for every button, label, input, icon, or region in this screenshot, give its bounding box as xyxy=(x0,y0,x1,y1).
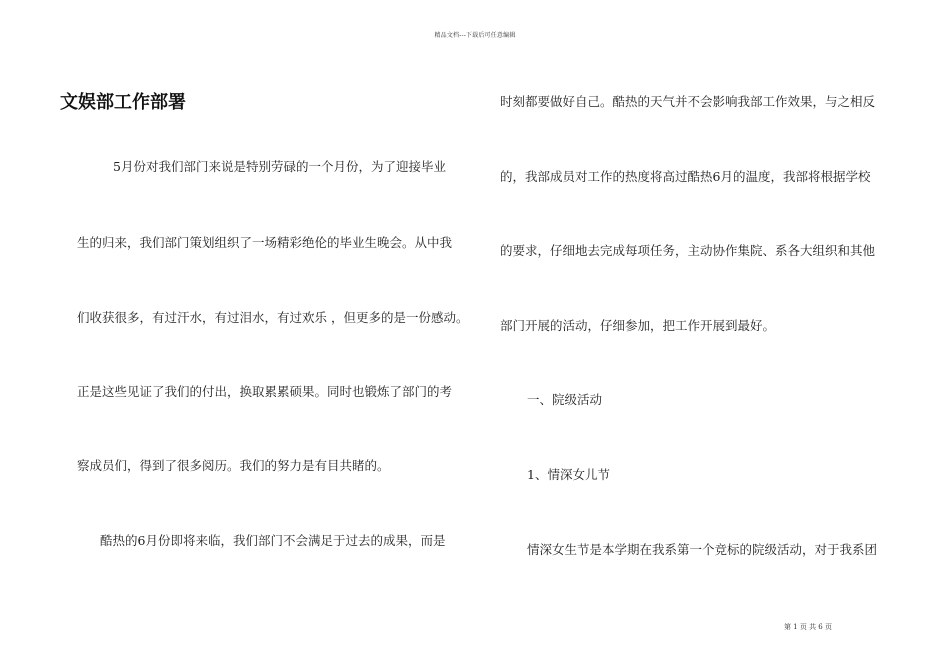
page-indicator: 第 1 页 共 6 页 xyxy=(783,623,832,631)
section-heading: 一、院级活动 xyxy=(527,392,603,407)
header-note: 精品文档---下载后可任意编辑 xyxy=(434,32,516,39)
left-paragraph-line: 酷热的6月份即将来临，我们部门不会满足于过去的成果，而是 xyxy=(100,533,446,548)
right-paragraph-line: 的，我部成员对工作的热度将高过酷热6月的温度，我部将根据学校 xyxy=(500,169,871,184)
subsection-heading: 1、情深女儿节 xyxy=(527,467,610,482)
left-paragraph-line: 们收获很多，有过汗水，有过泪水，有过欢乐 ，但更多的是一份感动。 xyxy=(77,310,469,325)
right-paragraph-line: 的要求，仔细地去完成每项任务，主动协作集院、系各大组织和其他 xyxy=(500,243,876,258)
document-title: 文娱部工作部署 xyxy=(60,92,186,113)
left-paragraph-line: 察成员们，得到了很多阅历。我们的努力是有目共睹的。 xyxy=(77,458,390,473)
left-paragraph-line: 生的归来，我们部门策划组织了一场精彩绝伦的毕业生晚会。从中我 xyxy=(77,235,453,250)
right-paragraph-line: 时刻都要做好自己。酷热的天气并不会影响我部工作效果，与之相反 xyxy=(500,94,876,109)
right-paragraph-line: 情深女生节是本学期在我系第一个竞标的院级活动，对于我系团 xyxy=(527,542,878,557)
left-paragraph-line: 5月份对我们部门来说是特别劳碌的一个月份，为了迎接毕业 xyxy=(113,159,446,174)
left-paragraph-line: 正是这些见证了我们的付出，换取累累硕果。同时也锻炼了部门的考 xyxy=(77,384,453,399)
right-paragraph-line: 部门开展的活动，仔细参加，把工作开展到最好。 xyxy=(500,318,776,333)
